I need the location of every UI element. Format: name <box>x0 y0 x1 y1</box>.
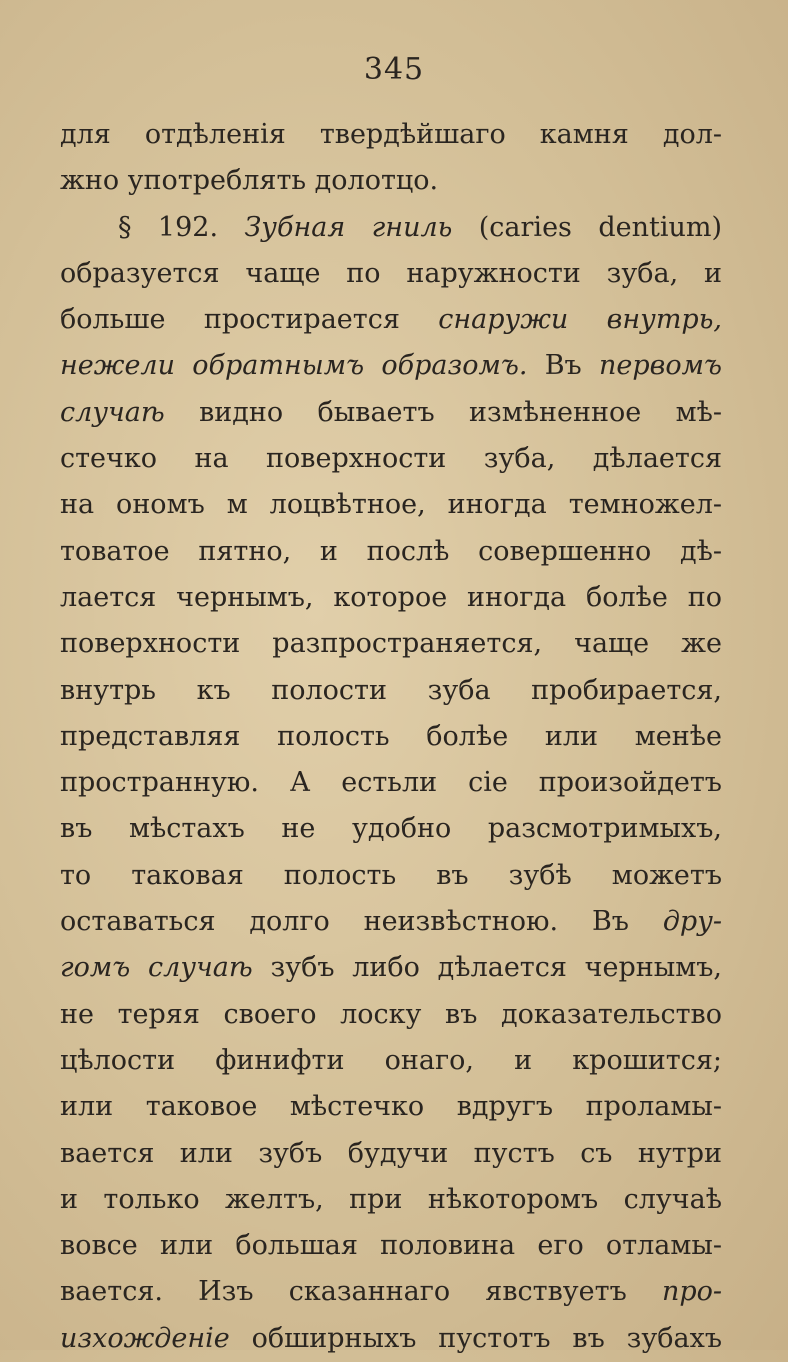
text-segment: больше простирается <box>60 304 439 336</box>
text-line <box>60 482 722 528</box>
italic-term: первомъ <box>598 350 722 382</box>
text-line <box>60 1316 722 1362</box>
italic-term: случаѣ <box>60 396 165 428</box>
text-segment: поверхности разпространяется, чаще же <box>60 628 722 660</box>
text-line <box>60 1131 722 1177</box>
italic-term: изхожденіе <box>60 1322 230 1354</box>
text-segment: или таковое мѣстечко вдругъ проламы- <box>60 1091 722 1123</box>
text-segment: вается или зубъ будучи пустъ съ нутри <box>60 1137 722 1169</box>
text-line <box>60 390 722 436</box>
text-line <box>60 992 722 1038</box>
text-segment: стечко на поверхности зуба, дѣлается <box>60 443 722 475</box>
text-segment: то таковая полость въ зубѣ можетъ <box>60 859 722 891</box>
text-line <box>60 853 722 899</box>
text-line <box>60 1084 722 1130</box>
text-segment: видно бываетъ измѣненное мѣ- <box>164 396 722 428</box>
text-line <box>60 1269 722 1315</box>
text-segment: вовсе или большая половина его отламы- <box>60 1230 722 1262</box>
text-segment: не теряя своего лоску въ доказательство <box>60 998 722 1030</box>
text-line <box>60 668 722 714</box>
text-line <box>60 205 722 251</box>
text-line <box>60 1038 722 1084</box>
text-segment: лается чернымъ, которое иногда болѣе по <box>60 581 722 613</box>
text-line <box>60 575 722 621</box>
text-line <box>60 112 722 158</box>
text-segment: § 192. <box>118 211 245 243</box>
text-line <box>60 343 722 389</box>
text-line <box>60 297 722 343</box>
text-line <box>60 945 722 991</box>
text-segment: товатое пятно, и послѣ совершенно дѣ- <box>60 535 722 567</box>
text-segment: для отдѣленія твердѣйшаго камня дол- <box>60 119 722 150</box>
text-segment: образуется чаще по наружности зуба, и <box>60 257 722 289</box>
text-segment: пространную. А естьли сіе произойдетъ <box>60 767 722 799</box>
text-segment: представляя полость болѣе или менѣе <box>60 720 722 752</box>
text-segment: жно употреблять долотцо. <box>60 165 439 197</box>
page-number: 345 <box>363 52 425 87</box>
text-segment: въ мѣстахъ не удобно разсмотримыхъ, <box>60 813 722 845</box>
text-segment: зубъ либо дѣлается чернымъ, <box>252 952 722 984</box>
italic-term: снаружи внутрь, <box>438 304 722 336</box>
text-segment: внутрь къ полости зуба пробирается, <box>60 674 722 706</box>
text-segment: цѣлости финифти онаго, и крошится; <box>60 1044 722 1076</box>
text-line <box>60 1223 722 1269</box>
text-segment: (caries dentium) <box>452 211 722 243</box>
italic-term: дру- <box>662 906 722 938</box>
text-segment: на ономъ м лоцвѣтное, иногда темножел- <box>60 489 722 521</box>
italic-term: Зубная гниль <box>244 211 453 243</box>
italic-term: гомъ случаѣ <box>60 952 253 984</box>
italic-term: про- <box>661 1276 722 1308</box>
text-line <box>60 714 722 760</box>
text-line <box>60 436 722 482</box>
italic-term: нежели обратнымъ образомъ. <box>60 350 528 382</box>
text-line <box>60 251 722 297</box>
text-line <box>60 158 722 204</box>
text-line <box>60 529 722 575</box>
text-line <box>60 621 722 667</box>
text-segment: вается. Изъ сказаннаго явствуетъ <box>60 1276 662 1308</box>
text-line <box>60 1177 722 1223</box>
text-line <box>60 760 722 806</box>
text-line <box>60 899 722 945</box>
text-segment: оставаться долго неизвѣстною. Въ <box>60 906 663 938</box>
text-segment: и только желтъ, при нѣкоторомъ случаѣ <box>60 1183 722 1215</box>
body-text <box>60 112 722 1362</box>
text-segment: обширныхъ пустотъ въ зубахъ <box>229 1322 722 1354</box>
text-segment: Въ <box>527 350 599 382</box>
text-line <box>60 806 722 852</box>
